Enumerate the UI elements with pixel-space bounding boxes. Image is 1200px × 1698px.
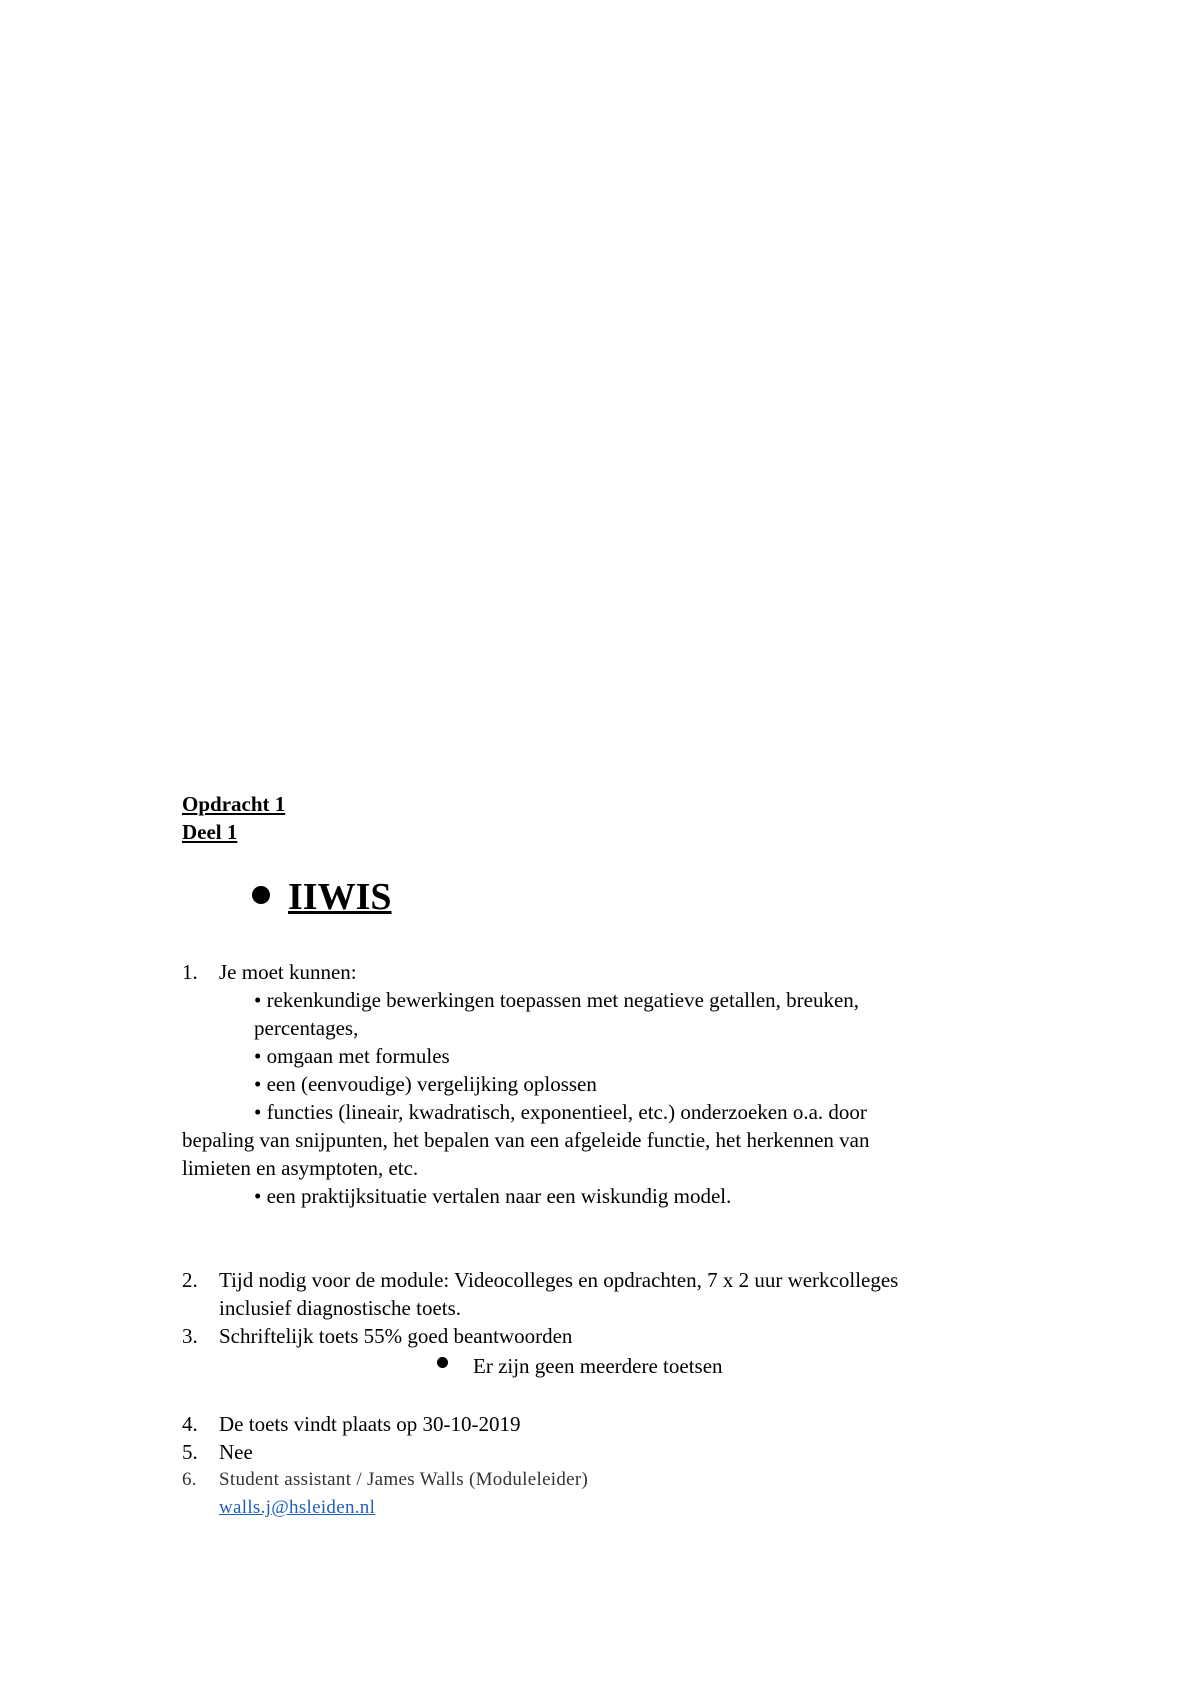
list-item-1-sub-1: • rekenkundige bewerkingen toepassen met negatieve getallen, breuken, — [254, 988, 860, 1012]
list-number-5: 5. — [182, 1440, 198, 1464]
heading-deel: Deel 1 — [182, 820, 238, 844]
list-number-2: 2. — [182, 1268, 198, 1292]
list-item-1-text: Je moet kunnen: — [219, 960, 357, 984]
heading-opdracht: Opdracht 1 — [182, 792, 286, 816]
list-number-1: 1. — [182, 960, 198, 984]
list-item-1-sub-4c: limieten en asymptoten, etc. — [182, 1156, 419, 1180]
list-item-2-cont: inclusief diagnostische toets. — [219, 1296, 462, 1320]
list-item-6-text: Student assistant / James Walls (Moduleleider) — [219, 1469, 589, 1490]
list-item-5-text: Nee — [219, 1440, 253, 1464]
list-item-3-text: Schriftelijk toets 55% goed beantwoorden — [219, 1324, 573, 1348]
list-item-1-sub-4: • functies (lineair, kwadratisch, exponentieel, etc.) onderzoeken o.a. door — [254, 1100, 867, 1124]
list-number-3: 3. — [182, 1324, 198, 1348]
list-number-6: 6. — [182, 1469, 197, 1490]
list-item-1-sub-1b: percentages, — [254, 1016, 359, 1040]
list-item-1-sub-3: • een (eenvoudige) vergelijking oplossen — [254, 1072, 597, 1096]
list-number-4: 4. — [182, 1412, 198, 1436]
list-item-2-text: Tijd nodig voor de module: Videocolleges en opdrachten, 7 x 2 uur werkcolleges — [219, 1268, 899, 1292]
list-item-1-sub-2: • omgaan met formules — [254, 1044, 450, 1068]
bullet-dot-icon — [252, 886, 270, 904]
list-item-4-text: De toets vindt plaats op 30-10-2019 — [219, 1412, 521, 1436]
document-title: IIWIS — [288, 876, 392, 918]
email-link[interactable]: walls.j@hsleiden.nl — [219, 1497, 376, 1518]
list-item-1-sub-5: • een praktijksituatie vertalen naar een wiskundig model. — [254, 1184, 732, 1208]
list-item-1-sub-4b: bepaling van snijpunten, het bepalen van een afgeleide functie, het herkennen van — [182, 1128, 870, 1152]
list-item-3-bullet: Er zijn geen meerdere toetsen — [473, 1354, 723, 1378]
sub-bullet-dot-icon — [437, 1357, 448, 1368]
